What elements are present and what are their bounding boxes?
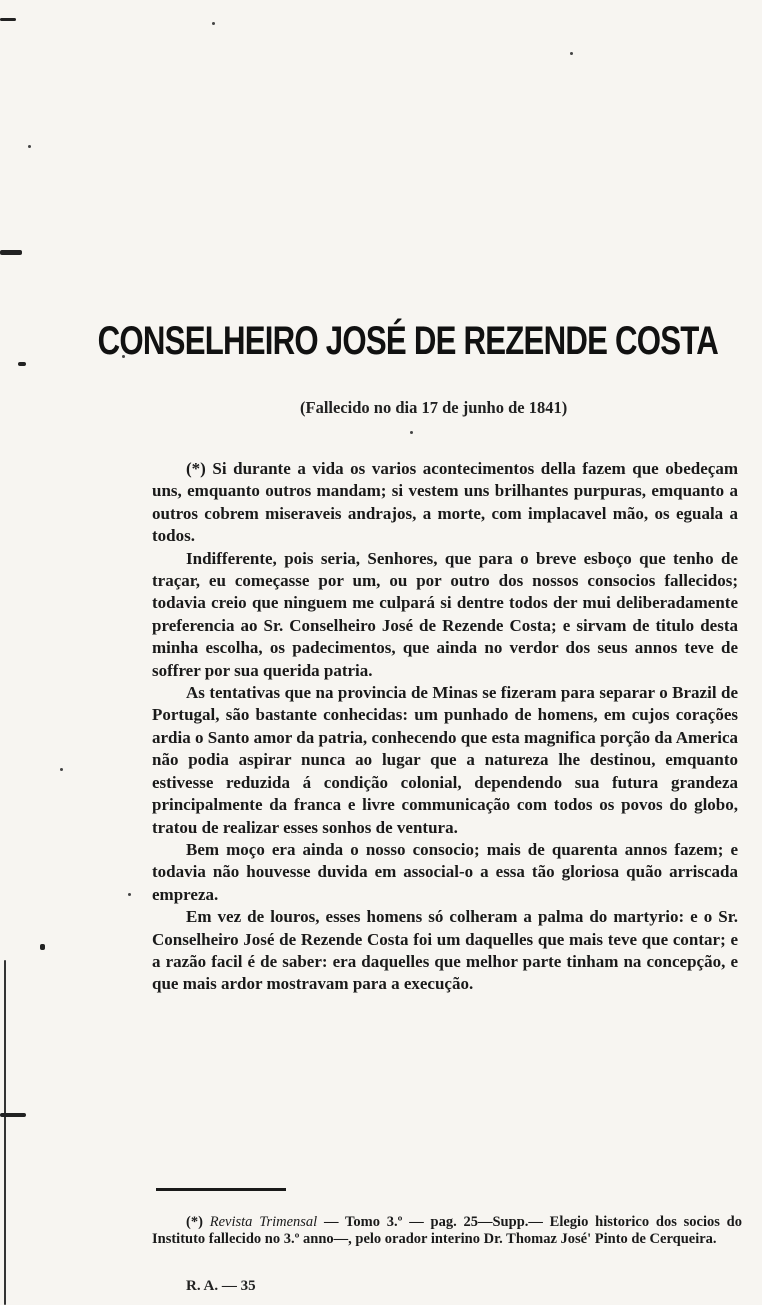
footnote-divider [156, 1188, 286, 1191]
paragraph: Em vez de louros, esses homens só colheram a palma do martyrio: e o Sr. Conselheiro José de Rezende Costa foi um daquelles que mais teve que contar; e a razão facil é de saber: era daquelles que melhor parte tinham na concepção, e que mais ardor mostravam para a execução. [152, 907, 738, 994]
page-title: CONSELHEIRO JOSÉ DE REZENDE COSTA [97, 318, 718, 363]
footnote-paragraph [152, 1214, 742, 1248]
paragraph: As tentativas que na provincia de Minas se fizeram para separar o Brazil de Portugal, são bastante conhecidas: um punhado de homens, em cujos corações ardia o Santo amor da patria, conhecendo que esta magnifica porção da America não podia aspirar nunca ao lugar que a natureza lhe destinou, emquanto estivesse reduzida á condição colonial, dependendo sua futura grandeza principalmente da franca e livre communicação com todos os povos do globo, tratou de realizar esses sonhos de ventura. [152, 683, 738, 837]
scan-speck [60, 768, 63, 771]
footnote [152, 1214, 742, 1248]
signature-mark: R. A. — 35 [186, 1278, 256, 1294]
paragraph: Bem moço era ainda o nosso consocio; mais de quarenta annos fazem; e todavia não houvesse duvida em associal-o a essa tão gloriosa quão arriscada empreza. [152, 839, 738, 904]
scan-edge-mark [18, 362, 26, 366]
scan-edge-mark [0, 18, 16, 21]
scan-speck [410, 431, 413, 434]
paragraph: (*) Si durante a vida os varios acontecimentos della fazem que obedeçam uns, emquanto outros mandam; si vestem uns brilhantes purpuras, emquanto a outros cobrem miseraveis andrajos, a morte, com implacavel mão, os eguala a todos. [152, 459, 738, 546]
body-text [152, 458, 738, 996]
footnote-source: Revista Trimensal [209, 1214, 318, 1230]
scan-edge-mark [40, 944, 45, 950]
scan-speck [570, 52, 573, 55]
footnote-marker: (*) [186, 1214, 203, 1230]
footnote-text: — Tomo 3.º — pag. 25—Supp.— Elegio historico dos socios do Instituto fallecido no 3.º anno—, pelo orador interino Dr. Thomaz José' Pinto de Cerqueira. [152, 1214, 742, 1247]
scan-speck [28, 145, 31, 148]
scan-edge-mark [0, 250, 22, 255]
scan-edge-mark [0, 1113, 26, 1117]
scan-edge-mark [4, 960, 6, 1305]
scan-speck [128, 893, 131, 896]
paragraph: Indifferente, pois seria, Senhores, que para o breve esboço que tenho de traçar, eu começasse por um, ou por outro dos nossos consocios fallecidos; todavia creio que ninguem me culpará si dentre todos der mui deliberadamente preferencia ao Sr. Conselheiro José de Rezende Costa; e sirvam de titulo desta minha escolha, os padecimentos, que ainda no verdor dos seus annos teve de soffrer por sua querida patria. [152, 548, 738, 680]
scan-speck [212, 22, 215, 25]
page-subtitle: (Fallecido no dia 17 de junho de 1841) [300, 398, 568, 417]
